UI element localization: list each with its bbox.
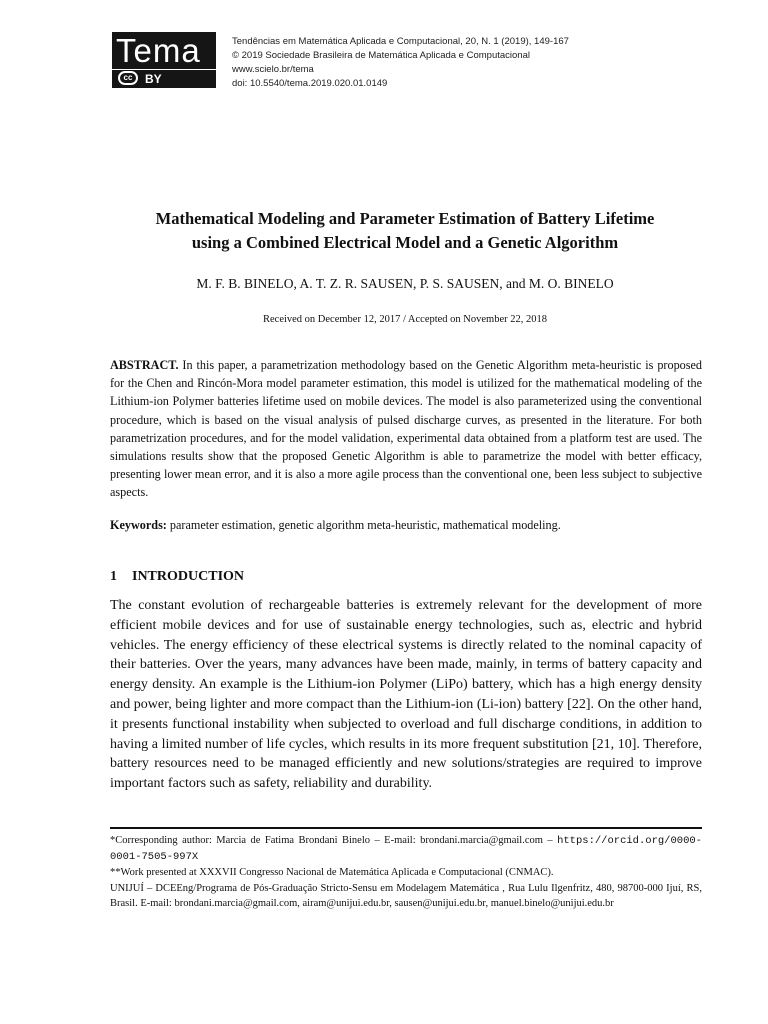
footnote-corresponding — [110, 833, 702, 865]
title-line-1: Mathematical Modeling and Parameter Estimation of Battery Lifetime — [155, 209, 655, 228]
keywords — [110, 516, 702, 534]
journal-website[interactable]: www.scielo.br/tema — [232, 64, 314, 75]
abstract-label: ABSTRACT. — [110, 358, 179, 372]
section-heading — [110, 567, 244, 587]
journal-copyright: © 2019 Sociedade Brasileira de Matemática Aplicada e Computacional — [232, 50, 530, 61]
journal-logo — [112, 32, 216, 88]
footnote-divider — [110, 827, 702, 829]
authors: M. F. B. BINELO, A. T. Z. R. SAUSEN, P. S. SAUSEN, and M. O. BINELO — [196, 276, 614, 291]
received-dates: Received on December 12, 2017 / Accepted on November 22, 2018 — [263, 314, 547, 325]
by-label: BY — [145, 72, 162, 86]
paper-title — [110, 207, 700, 255]
abstract — [110, 356, 702, 502]
keywords-text: parameter estimation, genetic algorithm meta-heuristic, mathematical modeling. — [169, 518, 561, 532]
footnotes — [110, 833, 702, 911]
section-title: INTRODUCTION — [132, 569, 245, 584]
keywords-label: Keywords: — [110, 518, 167, 532]
orcid-link[interactable]: https://orcid.org/0000-0001-7505-997X — [110, 835, 702, 864]
title-line-2: using a Combined Electrical Model and a Genetic Algorithm — [191, 233, 619, 252]
abstract-text: In this paper, a parametrization methodology based on the Genetic Algorithm meta-heuristic is proposed for the Chen and Rincón-Mora model parameter estimation, this model is utilized for the mathematical modeling of the Lithium-ion Polymer batteries lifetime used on mobile devices. The model is also parameterized using the conventional procedure, which is based on the visual analysis of pulsed discharge curves, as presented in the literature. For both parametrization procedures, and for the model validation, experimental data obtained from a platform test are used. The simulations results show that the proposed Genetic Algorithm is able to parametrize the model with better efficacy, presenting lower mean error, and it is also a more agile process than the conventional one, been less subject to subjective aspects. — [110, 358, 702, 500]
journal-citation: Tendências em Matemática Aplicada e Computacional, 20, N. 1 (2019), 149-167 — [232, 36, 569, 47]
corresponding-author-text: *Corresponding author: Marcia de Fatima Brondani Binelo – E-mail: brondani.marcia@gmail.com – — [110, 835, 558, 846]
introduction-paragraph: The constant evolution of rechargeable batteries is extremely relevant for the development of more efficient mobile devices and for use of sustainable energy technologies, such as, electric and hybrid vehicles. The energy efficiency of these electrical systems is directly related to the nominal capacity of their batteries. Over the years, many advances have been made, mainly, in terms of battery capacity and energy density. An example is the Lithium-ion Polymer (LiPo) battery, which has a high energy density and power, being lighter and more compact than the Lithium-ion (Li-ion) battery [22]. On the other hand, it presents functional instability when subjected to overload and full discharge conditions, in addition to having a limited number of life cycles, which results in its more frequent substitution [21, 10]. Therefore, battery resources need to be managed efficiently and new solutions/strategies are required to improve important factors such as safety, reliability and durability. — [110, 598, 702, 792]
footnote-work: **Work presented at XXXVII Congresso Nacional de Matemática Aplicada e Computacional (CNMAC). — [110, 867, 554, 879]
footnote-affiliation: UNIJUÍ – DCEEng/Programa de Pós-Graduação Stricto-Sensu em Modelagem Matemática , Rua Lulu Ilgenfritz, 480, 98700-000 Ijuí, RS, Brasil. E-mail: brondani.marcia@gmail.com, airam@unijui.edu.br, sausen@unijui.edu.br, manuel.binelo@unijui.edu.br — [110, 882, 702, 909]
journal-info — [232, 35, 569, 91]
cc-icon: cc — [118, 71, 138, 85]
journal-doi[interactable]: doi: 10.5540/tema.2019.020.01.0149 — [232, 78, 388, 89]
logo-text: Tema — [112, 32, 216, 69]
section-number: 1 — [110, 569, 117, 584]
cc-license-badge — [112, 70, 216, 88]
